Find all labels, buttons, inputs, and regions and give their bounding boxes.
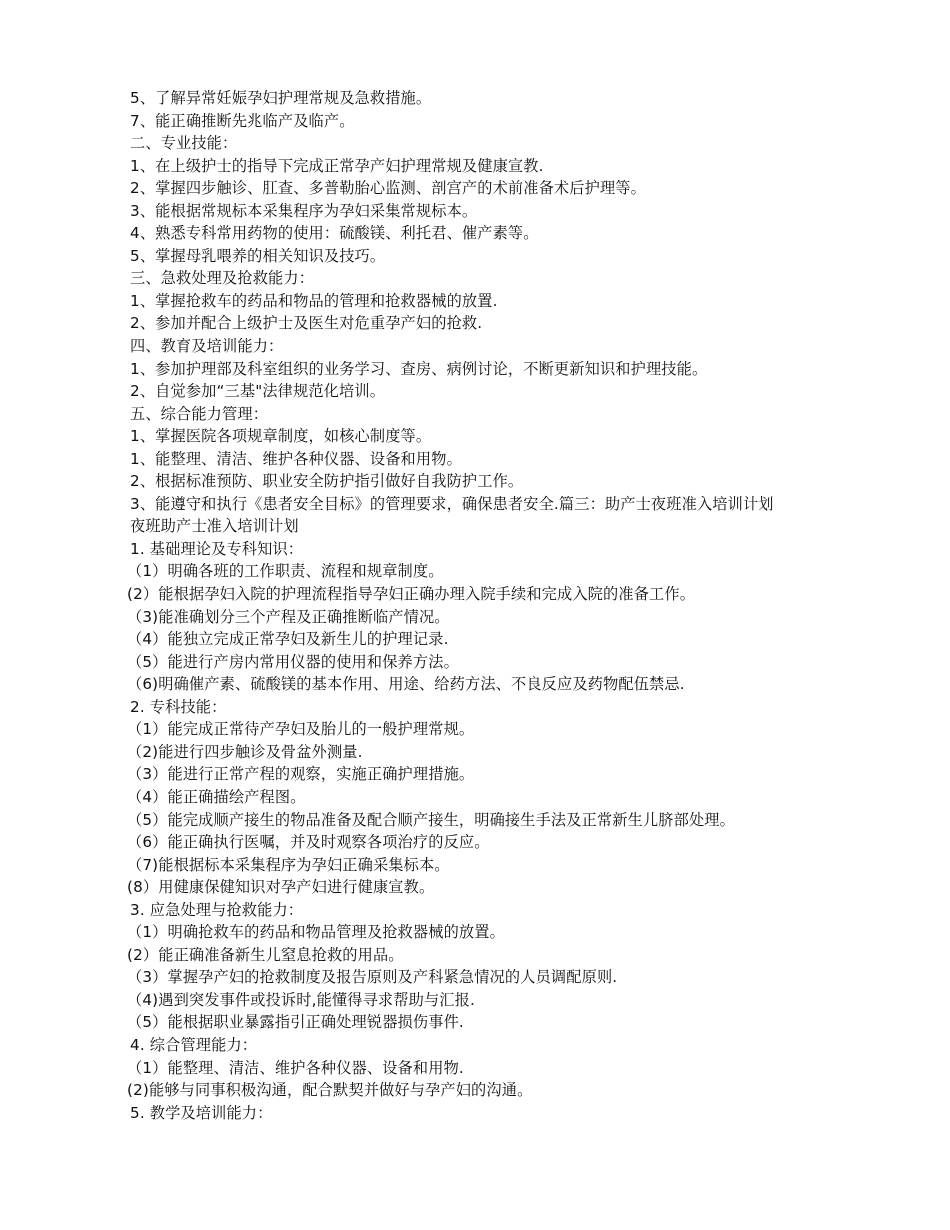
- text-line: （1）能整理、清洁、维护各种仪器、设备和用物.: [127, 1058, 464, 1077]
- text-line: (2）能根据孕妇入院的护理流程指导孕妇正确办理入院手续和完成入院的准备工作。: [127, 585, 696, 604]
- text-line: （6）能正确执行医嘱，并及时观察各项治疗的反应。: [127, 833, 490, 852]
- section-heading: 2. 专科技能：: [130, 697, 227, 716]
- text-line: 1、掌握抢救车的药品和物品的管理和抢救器械的放置.: [130, 291, 498, 310]
- text-line: 1、掌握医院各项规章制度，如核心制度等。: [130, 427, 432, 446]
- text-line: （3)能准确划分三个产程及正确推断临产情况。: [127, 607, 450, 626]
- text-line: 5、了解异常妊娠孕妇护理常规及急救措施。: [130, 89, 432, 107]
- document-subtitle: 夜班助产士准入培训计划: [130, 517, 299, 536]
- document-page: [127, 87, 920, 1124]
- section-heading: 二、专业技能：: [130, 134, 238, 153]
- text-line: （4）能独立完成正常孕妇及新生儿的护理记录.: [127, 630, 449, 649]
- text-line: （3）掌握孕产妇的抢救制度及报告原则及产科紧急情况的人员调配原则.: [127, 968, 618, 987]
- text-line: （6)明确催产素、硫酸镁的基本作用、用途、给药方法、不良反应及药物配伍禁忌.: [127, 675, 685, 694]
- section-heading: 3. 应急处理与抢救能力：: [130, 900, 304, 919]
- text-line: 5、掌握母乳喂养的相关知识及技巧。: [130, 246, 386, 265]
- text-line: 3、能遵守和执行《患者安全目标》的管理要求，确保患者安全.篇三：助产士夜班准入培训计划: [130, 494, 774, 513]
- text-line: 2、自觉参加“三基"法律规范化培训。: [130, 382, 386, 401]
- section-heading: 4. 综合管理能力：: [130, 1035, 258, 1054]
- section-heading: 四、教育及培训能力：: [130, 337, 284, 356]
- text-line: （4)遇到突发事件或投诉时,能懂得寻求帮助与汇报.: [127, 990, 475, 1009]
- text-line: （5）能完成顺产接生的物品准备及配合顺产接生，明确接生手法及正常新生儿脐部处理。: [127, 810, 735, 829]
- section-heading: 1. 基础理论及专科知识：: [130, 539, 304, 558]
- text-line: （1）能完成正常待产孕妇及胎儿的一般护理常规。: [127, 720, 475, 739]
- text-line: （1）明确抢救车的药品和物品管理及抢救器械的放置。: [127, 923, 505, 942]
- section-heading: 5. 教学及培训能力：: [130, 1103, 273, 1122]
- text-line: （1）明确各班的工作职责、流程和规章制度。: [127, 562, 444, 581]
- text-line: (2）能正确准备新生儿窒息抢救的用品。: [127, 945, 404, 964]
- text-line: (8）用健康保健知识对孕产妇进行健康宣教。: [127, 878, 435, 897]
- text-line: （4）能正确描绘产程图。: [127, 787, 306, 806]
- text-line: 2、掌握四步触诊、肛查、多普勒胎心监测、剖宫产的术前准备术后护理等。: [130, 179, 646, 198]
- text-line: 4、熟悉专科常用药物的使用：硫酸镁、利托君、催产素等。: [130, 224, 539, 243]
- text-line: 3、能根据常规标本采集程序为孕妇采集常规标本。: [130, 201, 478, 220]
- text-line: 1、在上级护士的指导下完成正常孕产妇护理常规及健康宣教.: [130, 156, 544, 175]
- text-line: 1、参加护理部及科室组织的业务学习、查房、病例讨论，不断更新知识和护理技能。: [130, 359, 708, 378]
- text-line: （5）能进行产房内常用仪器的使用和保养方法。: [127, 652, 459, 671]
- text-line: （5）能根据职业暴露指引正确处理锐器损伤事件.: [127, 1013, 464, 1032]
- section-heading: 五、综合能力管理：: [130, 404, 269, 423]
- text-line: 1、能整理、清洁、维护各种仪器、设备和用物。: [130, 449, 462, 468]
- text-line: （3）能进行正常产程的观察，实施正确护理措施。: [127, 765, 475, 784]
- text-line: (2)能够与同事积极沟通，配合默契并做好与孕产妇的沟通。: [127, 1081, 533, 1100]
- text-line: 7、能正确推断先兆临产及临产。: [130, 111, 355, 130]
- section-heading: 三、急救处理及抢救能力：: [130, 269, 315, 288]
- text-line: （2)能进行四步触诊及骨盆外测量.: [127, 742, 363, 761]
- text-line: 2、参加并配合上级护士及医生对危重孕产妇的抢救.: [130, 314, 483, 333]
- text-line: 2、根据标准预防、职业安全防护指引做好自我防护工作。: [130, 472, 524, 491]
- text-line: （7)能根据标本采集程序为孕妇正确采集标本。: [127, 855, 450, 874]
